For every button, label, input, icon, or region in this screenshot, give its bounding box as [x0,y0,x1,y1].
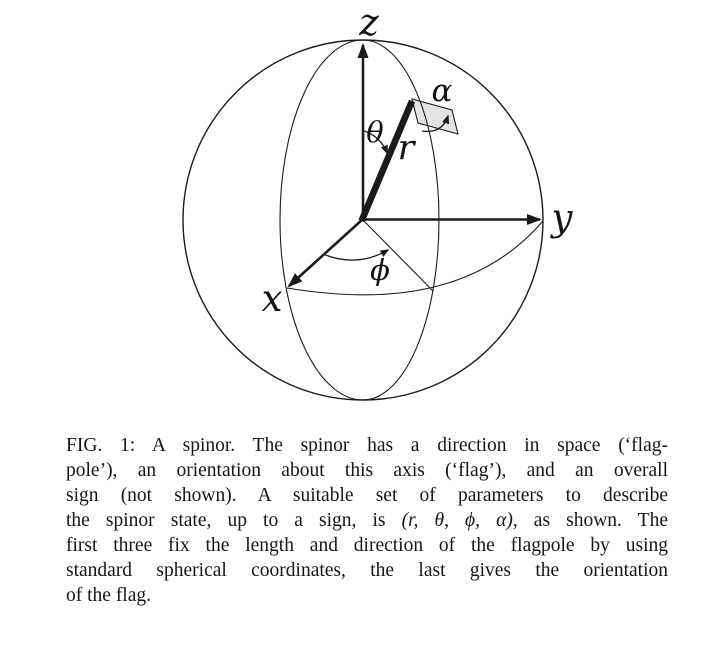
caption-line: sign (not shown). A suitable set of parameters to describe [66,485,668,506]
figure-caption [66,433,668,608]
x-axis-label: x [261,277,283,320]
caption-math-parameters: (r, θ, ϕ, α) [401,510,513,531]
caption-line: pole’), an orientation about this axis (‘flag’), and an overall [66,460,668,481]
caption-line: the spinor state, up to a sign, is (r, θ, ϕ, α), as shown. The [66,510,668,531]
r-label: r [397,128,415,168]
equator-arc [287,221,543,295]
z-axis-label: z [359,1,379,44]
phi-label: ϕ [370,253,390,287]
y-axis-label: y [551,196,573,239]
caption-line: standard spherical coordinates, the last gives the orientation [66,560,668,581]
caption-line: FIG. 1: A spinor. The spinor has a direction in space (‘flag- [66,435,668,456]
theta-label: θ [366,115,384,149]
x-axis [289,219,363,286]
caption-line: of the flag. [66,585,152,606]
meridian-front-arc [280,40,363,400]
caption-line: first three fix the length and direction of the flagpole by using [66,535,668,556]
alpha-label: α [431,73,453,109]
